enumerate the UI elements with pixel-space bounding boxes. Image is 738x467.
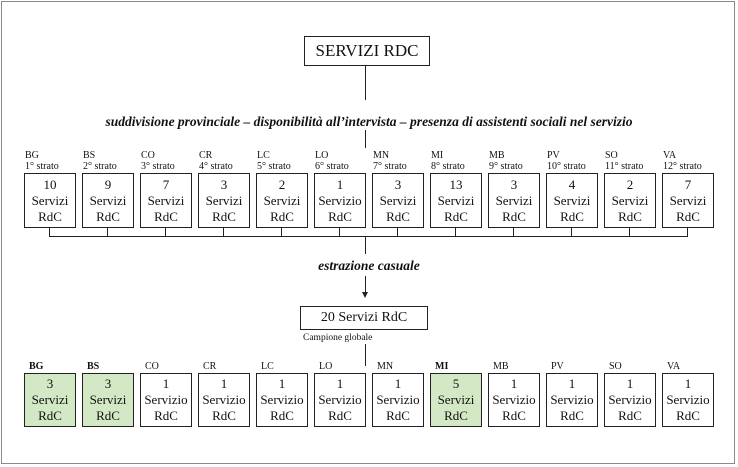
service-count: 7 [684, 176, 692, 192]
extraction-text: estrazione casuale [318, 258, 420, 273]
rdc-word: RdC [212, 408, 236, 423]
stratum-box [430, 173, 482, 228]
rdc-word: RdC [618, 408, 642, 423]
sample-box-item [198, 373, 250, 427]
sample-province-label [29, 361, 43, 372]
province-code: MI [435, 361, 449, 372]
stratum-box [314, 173, 366, 228]
sample-box-item [372, 373, 424, 427]
service-count: 4 [568, 176, 576, 192]
sample-province-label [87, 361, 99, 372]
rdc-word: RdC [96, 408, 120, 423]
service-word: Servizio [608, 392, 652, 407]
stratum-label [373, 150, 407, 172]
stratum-number: 7° strato [373, 161, 407, 172]
province-code: VA [663, 150, 677, 161]
service-word: Servizio [376, 392, 420, 407]
service-count: 1 [336, 176, 344, 192]
service-count: 1 [278, 376, 286, 391]
province-code: SO [609, 361, 622, 372]
sample-caption [303, 333, 372, 344]
rdc-word: RdC [38, 408, 62, 423]
service-count: 13 [449, 176, 463, 192]
service-count: 1 [162, 376, 170, 391]
rdc-word: RdC [444, 208, 468, 224]
sample-box-item [256, 373, 308, 427]
service-word: Servizio [144, 392, 188, 407]
service-count: 1 [336, 376, 344, 391]
sample-province-label [667, 361, 680, 372]
sample-box-item [546, 373, 598, 427]
rdc-word: RdC [328, 408, 352, 423]
province-code: MN [377, 361, 394, 372]
service-word: Servizi [495, 192, 533, 208]
stratum-number: 1° strato [25, 161, 59, 172]
service-word: Servizi [263, 192, 301, 208]
service-count: 2 [626, 176, 634, 192]
subtitle [0, 114, 738, 130]
sample-box-item [314, 373, 366, 427]
rdc-word: RdC [676, 208, 700, 224]
sample-province-label [493, 361, 509, 372]
stratum-number: 12° strato [663, 161, 702, 172]
province-code: SO [605, 150, 618, 161]
service-count: 3 [104, 376, 112, 391]
connector-bracket [365, 236, 366, 254]
province-code: MB [493, 361, 509, 372]
sample-province-label [609, 361, 622, 372]
service-word: Servizi [89, 392, 127, 407]
province-code: PV [551, 361, 564, 372]
service-word: Servizio [318, 192, 362, 208]
stratum-number: 4° strato [199, 161, 233, 172]
province-code: CO [145, 361, 159, 372]
province-code: PV [547, 150, 560, 161]
stratum-box [546, 173, 598, 228]
service-count: 1 [220, 376, 228, 391]
stratum-label [605, 150, 643, 172]
stratum-box [82, 173, 134, 228]
sample-box-item [140, 373, 192, 427]
service-word: Servizio [550, 392, 594, 407]
stratum-box [604, 173, 656, 228]
connector-sample [365, 344, 366, 366]
service-word: Servizi [205, 192, 243, 208]
sample-box-item [662, 373, 714, 427]
service-count: 2 [278, 176, 286, 192]
stratum-number: 11° strato [605, 161, 644, 172]
strata-bracket [49, 236, 688, 237]
service-count: 3 [46, 376, 54, 391]
stratum-label [257, 150, 291, 172]
service-word: Servizio [666, 392, 710, 407]
arrow-head-icon [362, 292, 368, 298]
service-word: Servizi [437, 392, 475, 407]
service-count: 1 [684, 376, 692, 391]
service-word: Servizi [31, 192, 69, 208]
service-count: 9 [104, 176, 112, 192]
rdc-word: RdC [560, 408, 584, 423]
stratum-label [489, 150, 523, 172]
connector-subtitle [365, 130, 366, 148]
service-count: 3 [394, 176, 402, 192]
sample-province-label [319, 361, 332, 372]
sample-box-text: 20 Servizi RdC [320, 310, 408, 325]
rdc-word: RdC [560, 208, 584, 224]
province-code: MI [431, 150, 444, 161]
service-count: 1 [510, 376, 518, 391]
province-code: LC [261, 361, 274, 372]
sample-box-item [604, 373, 656, 427]
service-word: Servizi [553, 192, 591, 208]
sample-province-label [203, 361, 216, 372]
service-word: Servizi [669, 192, 707, 208]
service-word: Servizio [260, 392, 304, 407]
rdc-word: RdC [270, 408, 294, 423]
province-code: CO [141, 150, 155, 161]
rdc-word: RdC [502, 208, 526, 224]
service-count: 10 [43, 176, 57, 192]
sample-province-label [261, 361, 274, 372]
service-count: 7 [162, 176, 170, 192]
stratum-box [256, 173, 308, 228]
service-count: 1 [626, 376, 634, 391]
service-word: Servizi [89, 192, 127, 208]
title-box [304, 36, 430, 66]
province-code: LO [319, 361, 333, 372]
rdc-word: RdC [386, 208, 410, 224]
rdc-word: RdC [96, 208, 120, 224]
stratum-label [83, 150, 117, 172]
stratum-box [372, 173, 424, 228]
service-count: 1 [394, 376, 402, 391]
sample-caption-text: Campione globale [303, 333, 373, 343]
rdc-word: RdC [270, 208, 294, 224]
stratum-box [662, 173, 714, 228]
connector-title [365, 66, 366, 100]
service-count: 3 [220, 176, 228, 192]
stratum-label [315, 150, 349, 172]
sample-box-item [488, 373, 540, 427]
stratum-label [141, 150, 175, 172]
subtitle-text: suddivisione provinciale – disponibilità all’intervista – presenza di assistenti sociali nel servizio [105, 114, 633, 129]
rdc-word: RdC [676, 408, 700, 423]
stratum-box [24, 173, 76, 228]
sample-province-label [145, 361, 159, 372]
rdc-word: RdC [618, 208, 642, 224]
province-code: BS [87, 361, 100, 372]
sample-box-item [430, 373, 482, 427]
stratum-box [140, 173, 192, 228]
service-word: Servizi [379, 192, 417, 208]
stratum-number: 5° strato [257, 161, 291, 172]
rdc-word: RdC [38, 208, 62, 224]
rdc-word: RdC [328, 208, 352, 224]
sample-box-item [82, 373, 134, 427]
province-code: BS [83, 150, 96, 161]
service-word: Servizio [202, 392, 246, 407]
stratum-number: 2° strato [83, 161, 117, 172]
service-word: Servizio [492, 392, 536, 407]
rdc-word: RdC [154, 208, 178, 224]
service-word: Servizi [611, 192, 649, 208]
province-code: VA [667, 361, 681, 372]
stratum-box [198, 173, 250, 228]
sample-box-item [24, 373, 76, 427]
service-count: 1 [568, 376, 576, 391]
sample-province-label [551, 361, 564, 372]
stratum-number: 3° strato [141, 161, 175, 172]
stratum-label [199, 150, 233, 172]
rdc-word: RdC [502, 408, 526, 423]
province-code: LO [315, 150, 329, 161]
service-word: Servizio [318, 392, 362, 407]
province-code: CR [203, 361, 217, 372]
sample-province-label [435, 361, 448, 372]
stratum-label [663, 150, 702, 172]
province-code: BG [25, 150, 39, 161]
stratum-label [547, 150, 586, 172]
stratum-box [488, 173, 540, 228]
service-word: Servizi [31, 392, 69, 407]
rdc-word: RdC [212, 208, 236, 224]
stratum-number: 9° strato [489, 161, 523, 172]
stratum-label [25, 150, 59, 172]
service-count: 5 [452, 376, 460, 391]
service-count: 3 [510, 176, 518, 192]
stratum-label [431, 150, 465, 172]
service-word: Servizi [147, 192, 185, 208]
rdc-word: RdC [386, 408, 410, 423]
title-text: SERVIZI RDC [315, 41, 419, 60]
extraction-label [0, 258, 738, 274]
stratum-number: 10° strato [547, 161, 586, 172]
rdc-word: RdC [154, 408, 178, 423]
province-code: LC [257, 150, 270, 161]
province-code: CR [199, 150, 213, 161]
province-code: MN [373, 150, 390, 161]
rdc-word: RdC [444, 408, 468, 423]
province-code: BG [29, 361, 44, 372]
stratum-number: 8° strato [431, 161, 465, 172]
province-code: MB [489, 150, 505, 161]
service-word: Servizi [437, 192, 475, 208]
stratum-number: 6° strato [315, 161, 349, 172]
sample-province-label [377, 361, 393, 372]
sample-box [300, 306, 428, 330]
